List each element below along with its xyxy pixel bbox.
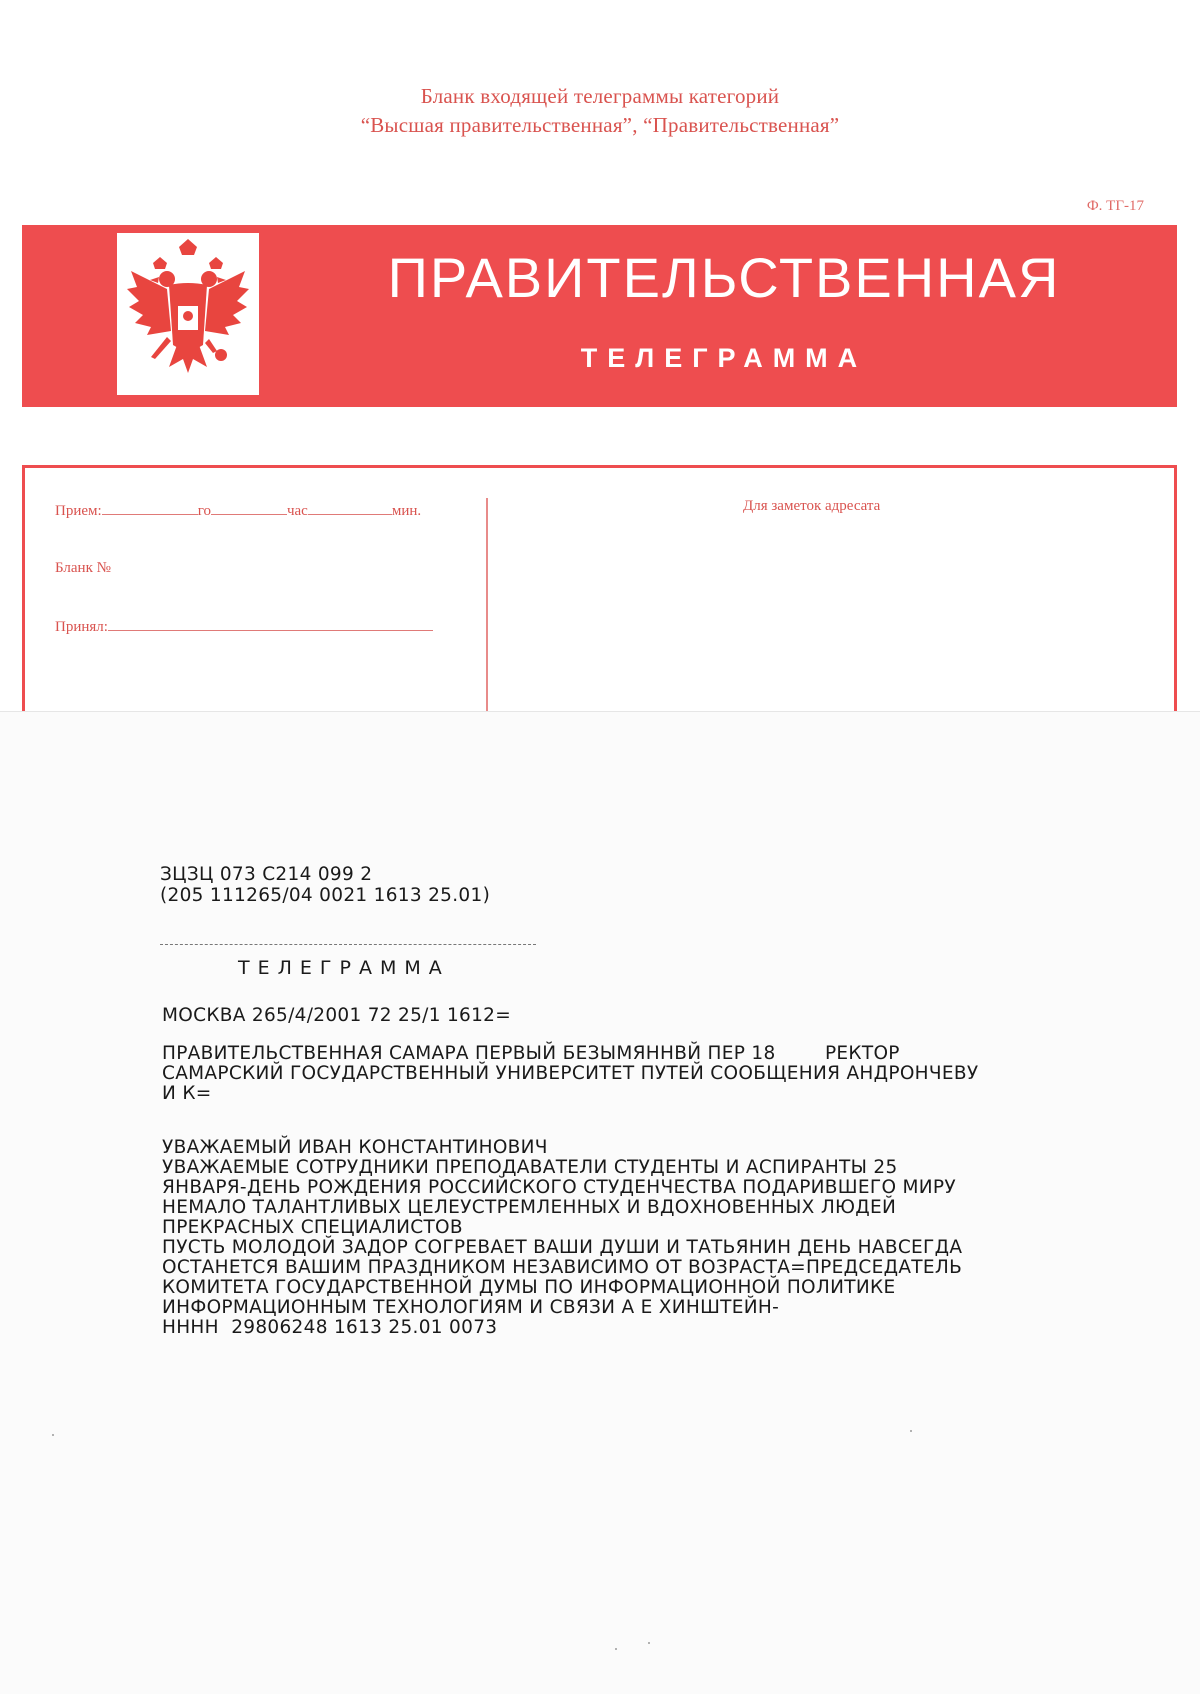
- accepted-label: Принял:: [55, 619, 108, 635]
- body-line: УВАЖАЕМЫЕ СОТРУДНИКИ ПРЕПОДАВАТЕЛИ СТУДЕНТЫ И АСПИРАНТЫ 25: [162, 1157, 898, 1178]
- banner-title: ПРАВИТЕЛЬСТВЕННАЯ: [387, 246, 1061, 309]
- telegram-form-blank: [0, 0, 1200, 712]
- scan-speck: [910, 1430, 912, 1432]
- minute-label: мин.: [391, 503, 422, 519]
- frame-divider: [486, 498, 488, 728]
- service-line-2: (205 111265/04 0021 1613 25.01): [160, 885, 491, 906]
- telegram-heading: ТЕЛЕГРАММА: [238, 957, 450, 979]
- form-header-line-2: “Высшая правительственная”, “Правительственная”: [360, 113, 840, 137]
- body-line: ОСТАНЕТСЯ ВАШИМ ПРАЗДНИКОМ НЕЗАВИСИМО ОТ ВОЗРАСТА=ПРЕДСЕДАТЕЛЬ: [162, 1257, 963, 1278]
- received-label: Прием:: [55, 503, 102, 519]
- body-line: ИНФОРМАЦИОННЫМ ТЕХНОЛОГИЯМ И СВЯЗИ А Е ХИНШТЕЙН-: [162, 1297, 780, 1318]
- received-date-blank: [102, 502, 198, 515]
- reception-frame: [22, 465, 1177, 725]
- accepted-by-field: [55, 618, 433, 636]
- body-line: НЕМАЛО ТАЛАНТЛИВЫХ ЦЕЛЕУСТРЕМЛЕННЫХ И ВДОХНОВЕННЫХ ЛЮДЕЙ: [162, 1197, 897, 1218]
- addressee-notes-label: Для заметок адресата: [743, 498, 881, 514]
- reception-time-field: [55, 502, 421, 520]
- year-blank: [211, 502, 287, 515]
- scan-speck: [648, 1642, 650, 1644]
- body-line: КОМИТЕТА ГОСУДАРСТВЕННОЙ ДУМЫ ПО ИНФОРМАЦИОННОЙ ПОЛИТИКЕ: [162, 1277, 896, 1298]
- body-line: ЯНВАРЯ-ДЕНЬ РОЖДЕНИЯ РОССИЙСКОГО СТУДЕНЧЕСТВА ПОДАРИВШЕГО МИРУ: [162, 1177, 956, 1198]
- emblem-frame: [117, 233, 259, 395]
- banner-subtitle: ТЕЛЕГРАММА: [580, 343, 868, 373]
- blank-number-field: Бланк №: [55, 560, 111, 576]
- accepted-blank: [108, 618, 433, 631]
- scan-speck: [615, 1648, 617, 1650]
- telegram-tape: [0, 712, 1200, 1694]
- russian-double-headed-eagle-icon: [117, 233, 259, 395]
- address-line: САМАРСКИЙ ГОСУДАРСТВЕННЫЙ УНИВЕРСИТЕТ ПУТЕЙ СООБЩЕНИЯ АНДРОНЧЕВУ: [162, 1063, 979, 1084]
- hour-blank: [308, 502, 392, 515]
- body-line: УВАЖАЕМЫЙ ИВАН КОНСТАНТИНОВИЧ: [162, 1137, 548, 1158]
- red-banner: [22, 225, 1177, 407]
- scan-speck: [52, 1434, 54, 1436]
- separator-line: [160, 944, 536, 945]
- body-line: ПРЕКРАСНЫХ СПЕЦИАЛИСТОВ: [162, 1217, 463, 1238]
- address-line: ПРАВИТЕЛЬСТВЕННАЯ САМАРА ПЕРВЫЙ БЕЗЫМЯННВЙ ПЕР 18 РЕКТОР: [162, 1043, 900, 1064]
- address-line: И К=: [162, 1083, 212, 1104]
- hour-label: час: [286, 503, 308, 519]
- body-line: ПУСТЬ МОЛОДОЙ ЗАДОР СОГРЕВАЕТ ВАШИ ДУШИ И ТАТЬЯНИН ДЕНЬ НАВСЕГДА: [162, 1237, 963, 1258]
- service-line-1: ЗЦЗЦ 073 С214 099 2: [160, 864, 373, 885]
- year-label: го: [197, 503, 211, 519]
- form-header-line-1: Бланк входящей телеграммы категорий: [420, 84, 780, 108]
- form-code: Ф. ТГ-17: [1086, 198, 1144, 214]
- origin-line: МОСКВА 265/4/2001 72 25/1 1612=: [162, 1005, 512, 1026]
- footer-line: НННН 29806248 1613 25.01 0073: [162, 1317, 498, 1338]
